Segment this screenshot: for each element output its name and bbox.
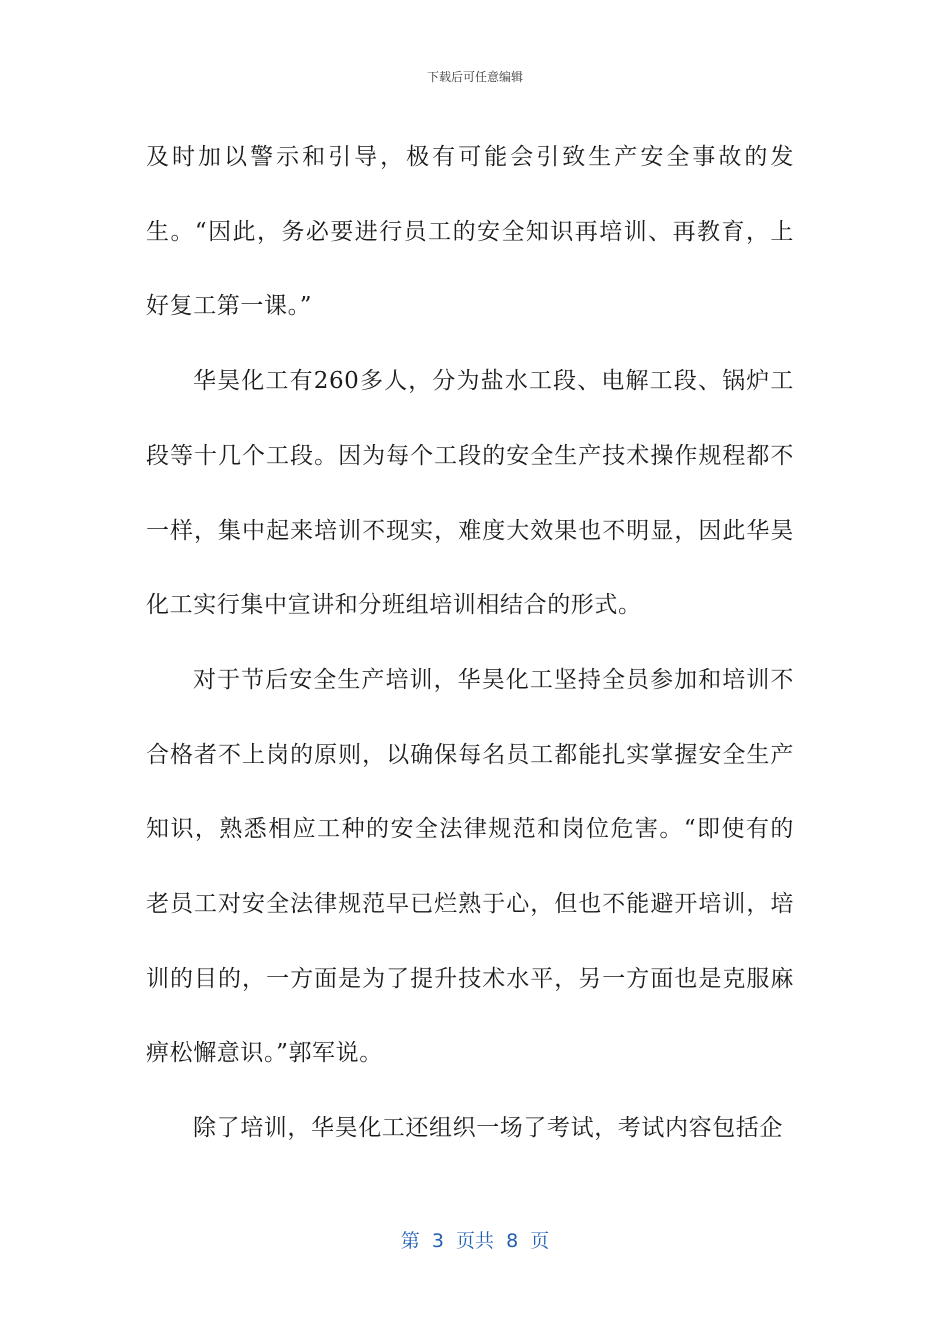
paragraph: 除了培训，华昊化工还组织一场了考试，考试内容包括企	[193, 1115, 783, 1142]
paragraph: 华昊化工有260多人，分为盐水工段、电解工段、锅炉工段等十几个工段。因为每个工段的安全生产技术操作规程都不一样，集中起来培训不现实，难度大效果也不明显，因此华昊化工实行集中宣讲和分班组培训相结合的形式。	[146, 368, 794, 619]
page-header: 下载后可任意编辑	[426, 70, 523, 84]
paragraph: 对于节后安全生产培训，华昊化工坚持全员参加和培训不合格者不上岗的原则，以确保每名员工都能扎实掌握安全生产知识，熟悉相应工种的安全法律规范和岗位危害。“即使有的老员工对安全法律规范早已烂熟于心，但也不能避开培训，培训的目的，一方面是为了提升技术水平，另一方面也是克服麻痹松懈意识。”郭军说。	[146, 666, 794, 1067]
paragraph: 及时加以警示和引导，极有可能会引致生产安全事故的发生。“因此，务必要进行员工的安全知识再培训、再教育，上好复工第一课。”	[146, 144, 794, 320]
page-number-footer: 第 3 页共 8 页	[400, 1230, 550, 1252]
document-body	[146, 120, 794, 1166]
